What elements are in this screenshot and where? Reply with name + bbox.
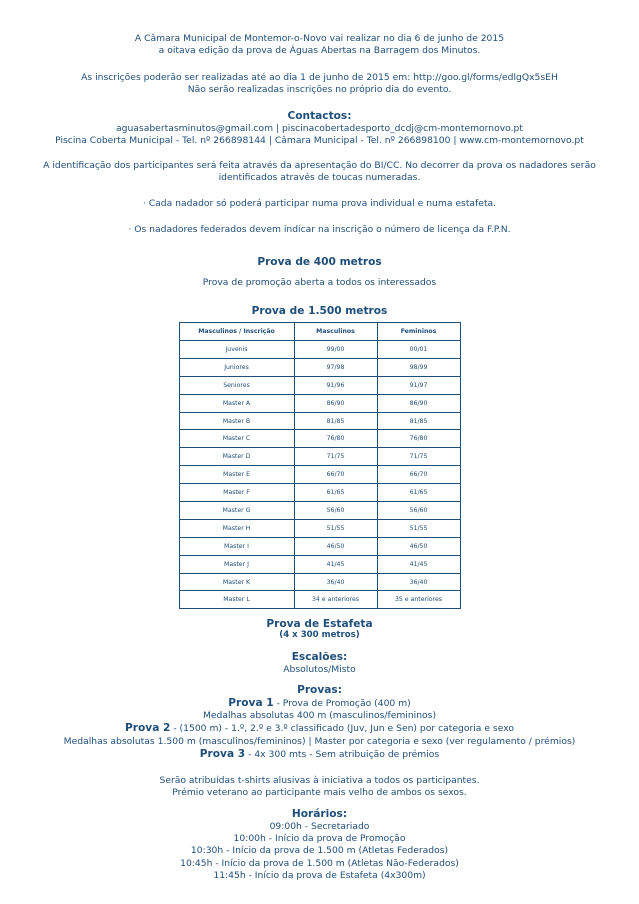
cell-category: Master I bbox=[179, 537, 294, 555]
cell-category: Juvenis bbox=[179, 341, 294, 359]
table-row bbox=[179, 394, 460, 412]
table-row bbox=[179, 341, 460, 359]
table-row bbox=[179, 591, 460, 609]
cell-female: 56/60 bbox=[377, 502, 460, 520]
table-row bbox=[179, 519, 460, 537]
table-row bbox=[179, 466, 460, 484]
cell-category: Master D bbox=[179, 448, 294, 466]
cell-female: 66/70 bbox=[377, 466, 460, 484]
registration-line: As inscrições poderão ser realizadas até ao dia 1 de junho de 2015 em: http://goo.gl/forms/edlgQx5sEH bbox=[81, 72, 558, 83]
cell-male: 76/80 bbox=[294, 430, 377, 448]
cell-category: Master G bbox=[179, 502, 294, 520]
cell-male: 66/70 bbox=[294, 466, 377, 484]
table-row bbox=[179, 537, 460, 555]
prova-2-sub: Medalhas absolutas 1.500 m (masculinos/femininos) | Master por categoria e sexo (ver regulamento / prémios) bbox=[63, 735, 576, 747]
prova-3-line bbox=[0, 748, 639, 761]
table-row bbox=[179, 412, 460, 430]
registration-section bbox=[0, 72, 639, 96]
intro-line-2: a oitava edição da prova de Águas Abertas na Barragem dos Minutos. bbox=[158, 45, 481, 57]
cell-male: 34 e anteriores bbox=[294, 591, 377, 609]
provas-title: Provas: bbox=[297, 684, 342, 696]
awards-section bbox=[0, 775, 639, 799]
cell-male: 81/85 bbox=[294, 412, 377, 430]
cell-female: 81/85 bbox=[377, 412, 460, 430]
contacts-emails: aguasabertasminutos@gmail.com | piscinacobertadesporto_dcdj@cm-montemornovo.pt bbox=[116, 123, 523, 134]
horario-item: 11:45h - Início da prova de Estafeta (4x300m) bbox=[213, 869, 426, 881]
cell-male: 36/40 bbox=[294, 573, 377, 591]
cell-category: Master F bbox=[179, 484, 294, 502]
cell-category: Master B bbox=[179, 412, 294, 430]
contacts-section bbox=[0, 110, 639, 147]
cell-female: 61/65 bbox=[377, 484, 460, 502]
cell-category: Master K bbox=[179, 573, 294, 591]
cell-category: Master H bbox=[179, 519, 294, 537]
prova-1-sub: Medalhas absolutas 400 m (masculinos/femininos) bbox=[202, 710, 437, 722]
categories-table bbox=[179, 322, 461, 609]
cell-category: Master L bbox=[179, 591, 294, 609]
cell-female: 98/99 bbox=[377, 358, 460, 376]
cell-male: 46/50 bbox=[294, 537, 377, 555]
estafeta-title: Prova de Estafeta bbox=[266, 618, 373, 630]
contacts-title: Contactos: bbox=[287, 110, 352, 122]
prova-1-text: - Prova de Promoção (400 m) bbox=[273, 698, 411, 709]
table-header-category: Masculinos / Inscrição bbox=[179, 323, 294, 341]
rule-bullet-2: · Os nadadores federados devem indicar na inscrição o número de licença da F.P.N. bbox=[128, 224, 511, 235]
cell-female: 71/75 bbox=[377, 448, 460, 466]
table-row bbox=[179, 502, 460, 520]
cell-male: 99/00 bbox=[294, 341, 377, 359]
cell-male: 91/96 bbox=[294, 376, 377, 394]
cell-female: 36/40 bbox=[377, 573, 460, 591]
prova-400-title: Prova de 400 metros bbox=[257, 256, 382, 268]
prova-2-text: - (1500 m) - 1.º, 2.º e 3.º classificado (Juv, Jun e Sen) por categoria e sexo bbox=[170, 723, 514, 735]
cell-category: Master C bbox=[179, 430, 294, 448]
escaloes-title: Escalões: bbox=[291, 651, 348, 663]
table-row bbox=[179, 484, 460, 502]
table-header-male: Masculinos bbox=[294, 323, 377, 341]
cell-female: 76/80 bbox=[377, 430, 460, 448]
horarios-title: Horários: bbox=[291, 808, 348, 820]
table-header-female: Femininos bbox=[377, 323, 460, 341]
cell-category: Master E bbox=[179, 466, 294, 484]
prova-2-label: Prova 2 bbox=[125, 722, 171, 735]
table-body bbox=[179, 341, 460, 609]
cell-category: Juniores bbox=[179, 358, 294, 376]
cell-male: 71/75 bbox=[294, 448, 377, 466]
prova-1500-title: Prova de 1.500 metros bbox=[251, 305, 388, 317]
identification-line-1: A identificação dos participantes será feita através da apresentação do BI/CC. No decorrer da prova os nadadores serão bbox=[43, 160, 596, 171]
identification-section bbox=[0, 160, 639, 184]
table-row bbox=[179, 376, 460, 394]
awards-line-2: Prémio veterano ao participante mais velho de ambos os sexos. bbox=[172, 787, 467, 799]
cell-category: Master A bbox=[179, 394, 294, 412]
horario-item: 09:00h - Secretariado bbox=[269, 821, 370, 832]
categories-table-wrap bbox=[0, 322, 639, 609]
cell-female: 51/55 bbox=[377, 519, 460, 537]
cell-male: 97/98 bbox=[294, 358, 377, 376]
prova-2-line bbox=[0, 722, 639, 735]
horario-item: 10:00h - Início da prova de Promoção bbox=[233, 833, 406, 845]
cell-female: 46/50 bbox=[377, 537, 460, 555]
cell-female: 00/01 bbox=[377, 341, 460, 359]
table-row bbox=[179, 430, 460, 448]
table-row bbox=[179, 358, 460, 376]
contacts-phones: Piscina Coberta Municipal - Tel. nº 266898144 | Câmara Municipal - Tel. nº 266898100 | www.cm-montemornovo.pt bbox=[55, 135, 584, 147]
cell-female: 35 e anteriores bbox=[377, 591, 460, 609]
prova-1-line bbox=[0, 697, 639, 710]
cell-category: Seniores bbox=[179, 376, 294, 394]
escaloes-section bbox=[0, 651, 639, 676]
table-row bbox=[179, 448, 460, 466]
cell-male: 41/45 bbox=[294, 555, 377, 573]
cell-female: 86/90 bbox=[377, 394, 460, 412]
cell-male: 56/60 bbox=[294, 502, 377, 520]
no-same-day-line: Não serão realizadas inscrições no próprio dia do evento. bbox=[187, 84, 452, 96]
prova-3-text: - 4x 300 mts - Sem atribuição de prémios bbox=[245, 748, 440, 760]
table-row bbox=[179, 573, 460, 591]
horario-item: 10:30h - Início da prova de 1.500 m (Atletas Federados) bbox=[190, 845, 449, 857]
awards-line-1: Serão atribuídas t-shirts alusivas à iniciativa a todos os participantes. bbox=[159, 775, 480, 786]
provas-section bbox=[0, 684, 639, 761]
escaloes-text: Absolutos/Misto bbox=[283, 664, 356, 675]
cell-female: 91/97 bbox=[377, 376, 460, 394]
horarios-section bbox=[0, 808, 639, 882]
cell-female: 41/45 bbox=[377, 555, 460, 573]
cell-male: 51/55 bbox=[294, 519, 377, 537]
rule-bullet-1: · Cada nadador só poderá participar numa prova individual e numa estafeta. bbox=[142, 198, 497, 209]
estafeta-subtitle: (4 x 300 metros) bbox=[279, 630, 360, 640]
table-header-row bbox=[179, 323, 460, 341]
estafeta-section bbox=[0, 618, 639, 640]
intro-line-1: A Câmara Municipal de Montemor-o-Novo vai realizar no dia 6 de junho de 2015 bbox=[134, 33, 505, 44]
cell-male: 86/90 bbox=[294, 394, 377, 412]
identification-line-2: identificados através de toucas numeradas. bbox=[218, 172, 421, 184]
prova-1-label: Prova 1 bbox=[228, 697, 274, 709]
cell-male: 61/65 bbox=[294, 484, 377, 502]
horario-item: 10:45h - Início da prova de 1.500 m (Atletas Não-Federados) bbox=[180, 857, 459, 869]
intro-section bbox=[0, 33, 639, 57]
prova-3-label: Prova 3 bbox=[199, 747, 246, 760]
prova-400-text: Prova de promoção aberta a todos os interessados bbox=[202, 277, 437, 288]
table-row bbox=[179, 555, 460, 573]
cell-category: Master J bbox=[179, 555, 294, 573]
